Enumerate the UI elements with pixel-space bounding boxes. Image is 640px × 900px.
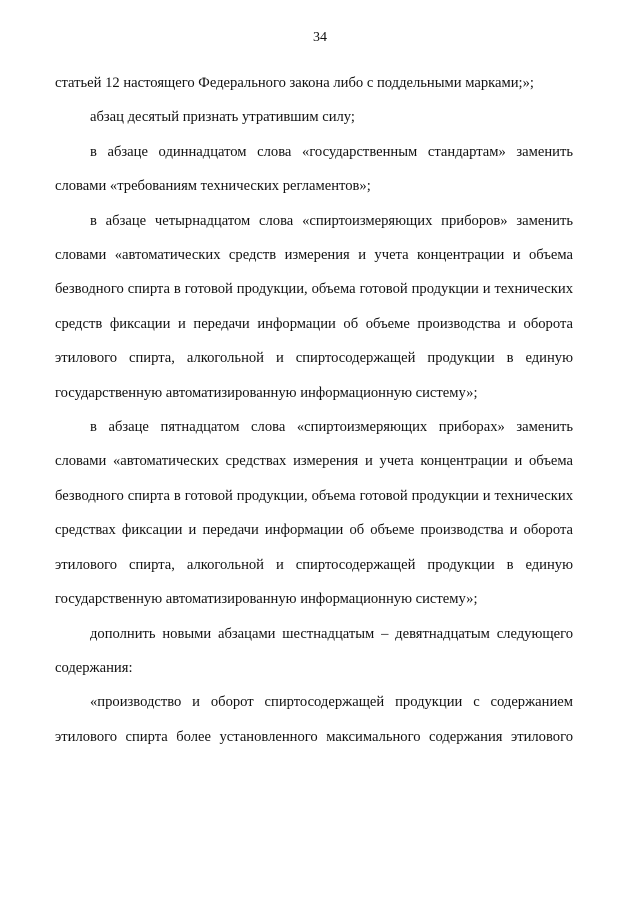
paragraph-5: в абзаце пятнадцатом слова «спиртоизмеряющих приборах» заменить словами «автоматических средствах измерения и учета концентрации и объема безводного спирта в готовой продукции, объема готовой продукции и технических средствах фиксации и передачи информации об объеме производства и оборота этилового спирта, алкогольной и спиртосодержащей продукции в единую государственную автоматизированную информационную систему»;: [55, 419, 573, 608]
page-number: 34: [313, 30, 327, 45]
paragraph-1: статьей 12 настоящего Федерального закона либо с поддельными марками;»;: [55, 75, 534, 91]
document-body: [55, 66, 573, 754]
paragraph-3: в абзаце одиннадцатом слова «государственным стандартам» заменить словами «требованиям технических регламентов»;: [55, 143, 573, 195]
paragraph-2: абзац десятый признать утратившим силу;: [90, 109, 355, 126]
paragraph-7: «производство и оборот спиртосодержащей продукции с содержанием этилового спирта более установленного максимального содержания этилового: [55, 694, 573, 745]
paragraph-6: дополнить новыми абзацами шестнадцатым – девятнадцатым следующего содержания:: [55, 625, 573, 676]
paragraph-4: в абзаце четырнадцатом слова «спиртоизмеряющих приборов» заменить словами «автоматических средств измерения и учета концентрации и объема безводного спирта в готовой продукции, объема готовой продукции и технических средств фиксации и передачи информации об объеме производства и оборота этилового спирта, алкогольной и спиртосодержащей продукции в единую государственную автоматизированную информационную систему»;: [55, 212, 573, 401]
